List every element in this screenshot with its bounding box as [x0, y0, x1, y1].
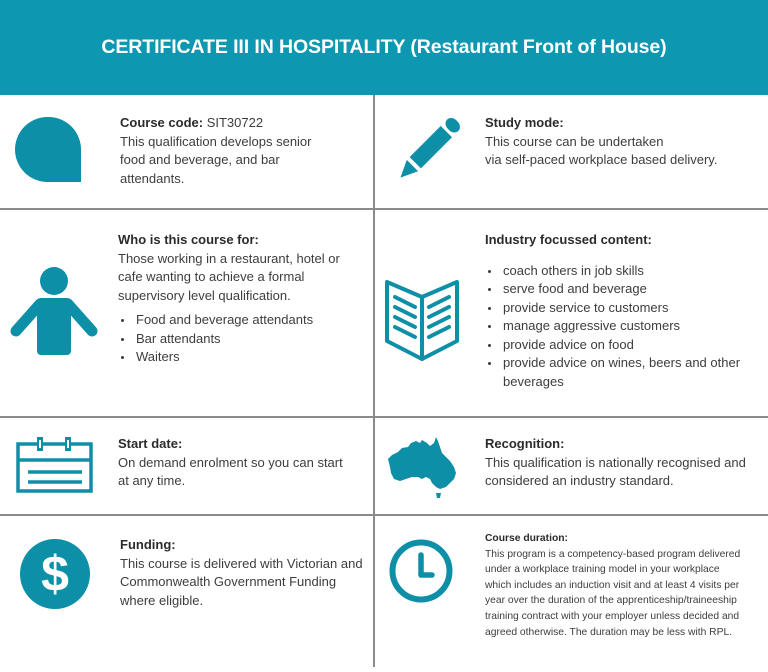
- recognition-title: Recognition:: [485, 436, 565, 451]
- list-item: provide advice on wines, beers and other beverages: [485, 354, 750, 391]
- who-for-description: Those working in a restaurant, hotel or cafe wanting to achieve a formal supervisory level qualification.: [118, 250, 340, 303]
- list-item: Bar attendants: [118, 330, 363, 349]
- australia-map-icon: [386, 435, 458, 500]
- dollar-icon: [19, 538, 91, 610]
- page-header: [0, 0, 768, 95]
- industry-content-title: Industry focussed content:: [485, 232, 652, 247]
- study-mode-line-1: This course can be undertaken: [485, 133, 664, 149]
- list-item: coach others in job skills: [485, 262, 750, 281]
- list-item: Waiters: [118, 348, 363, 367]
- list-item: provide advice on food: [485, 336, 750, 355]
- study-mode-title: Study mode:: [485, 115, 564, 130]
- list-item: manage aggressive customers: [485, 317, 750, 336]
- who-for-list: [118, 311, 363, 367]
- pencil-icon: [392, 115, 464, 185]
- page-title: CERTIFICATE III IN HOSPITALITY (Restaurant Front of House): [101, 36, 667, 58]
- row-divider-1: [0, 208, 768, 210]
- list-item: provide service to customers: [485, 299, 750, 318]
- svg-text:$: $: [41, 546, 69, 602]
- vertical-divider: [373, 95, 375, 667]
- person-icon: [10, 266, 100, 358]
- row-divider-3: [0, 514, 768, 516]
- duration-description: This program is a competency-based program delivered under a workplace training model in your workplace which includes an induction visit and at least 4 visits per year over the duration of the apprenticeship/traineeship training contract with your employer unless decided and agreed otherwise. The duration may be less with RPL.: [485, 548, 741, 638]
- duration-title: Course duration:: [485, 533, 568, 544]
- course-code-label: Course code:: [120, 115, 204, 130]
- start-date-description: On demand enrolment so you can start at any time.: [118, 454, 343, 488]
- funding-title: Funding:: [120, 537, 176, 552]
- row-divider-2: [0, 416, 768, 418]
- who-for-title: Who is this course for:: [118, 232, 259, 247]
- teardrop-icon: [15, 117, 81, 182]
- course-code-description: This qualification develops senior food and beverage, and bar attendants.: [120, 133, 312, 186]
- list-item: Food and beverage attendants: [118, 311, 363, 330]
- course-code-value: SIT30722: [206, 115, 264, 130]
- calendar-icon: [15, 434, 95, 494]
- clock-icon: [388, 538, 454, 604]
- recognition-description: This qualification is nationally recognised and considered an industry standard.: [485, 454, 746, 488]
- open-book-icon: [383, 277, 463, 363]
- funding-description: This course is delivered with Victorian and Commonwealth Government Funding where eligible.: [120, 555, 363, 608]
- industry-content-list: [485, 262, 750, 392]
- list-item: serve food and beverage: [485, 280, 750, 299]
- study-mode-line-2: via self-paced workplace based delivery.: [485, 152, 718, 167]
- start-date-title: Start date:: [118, 436, 183, 451]
